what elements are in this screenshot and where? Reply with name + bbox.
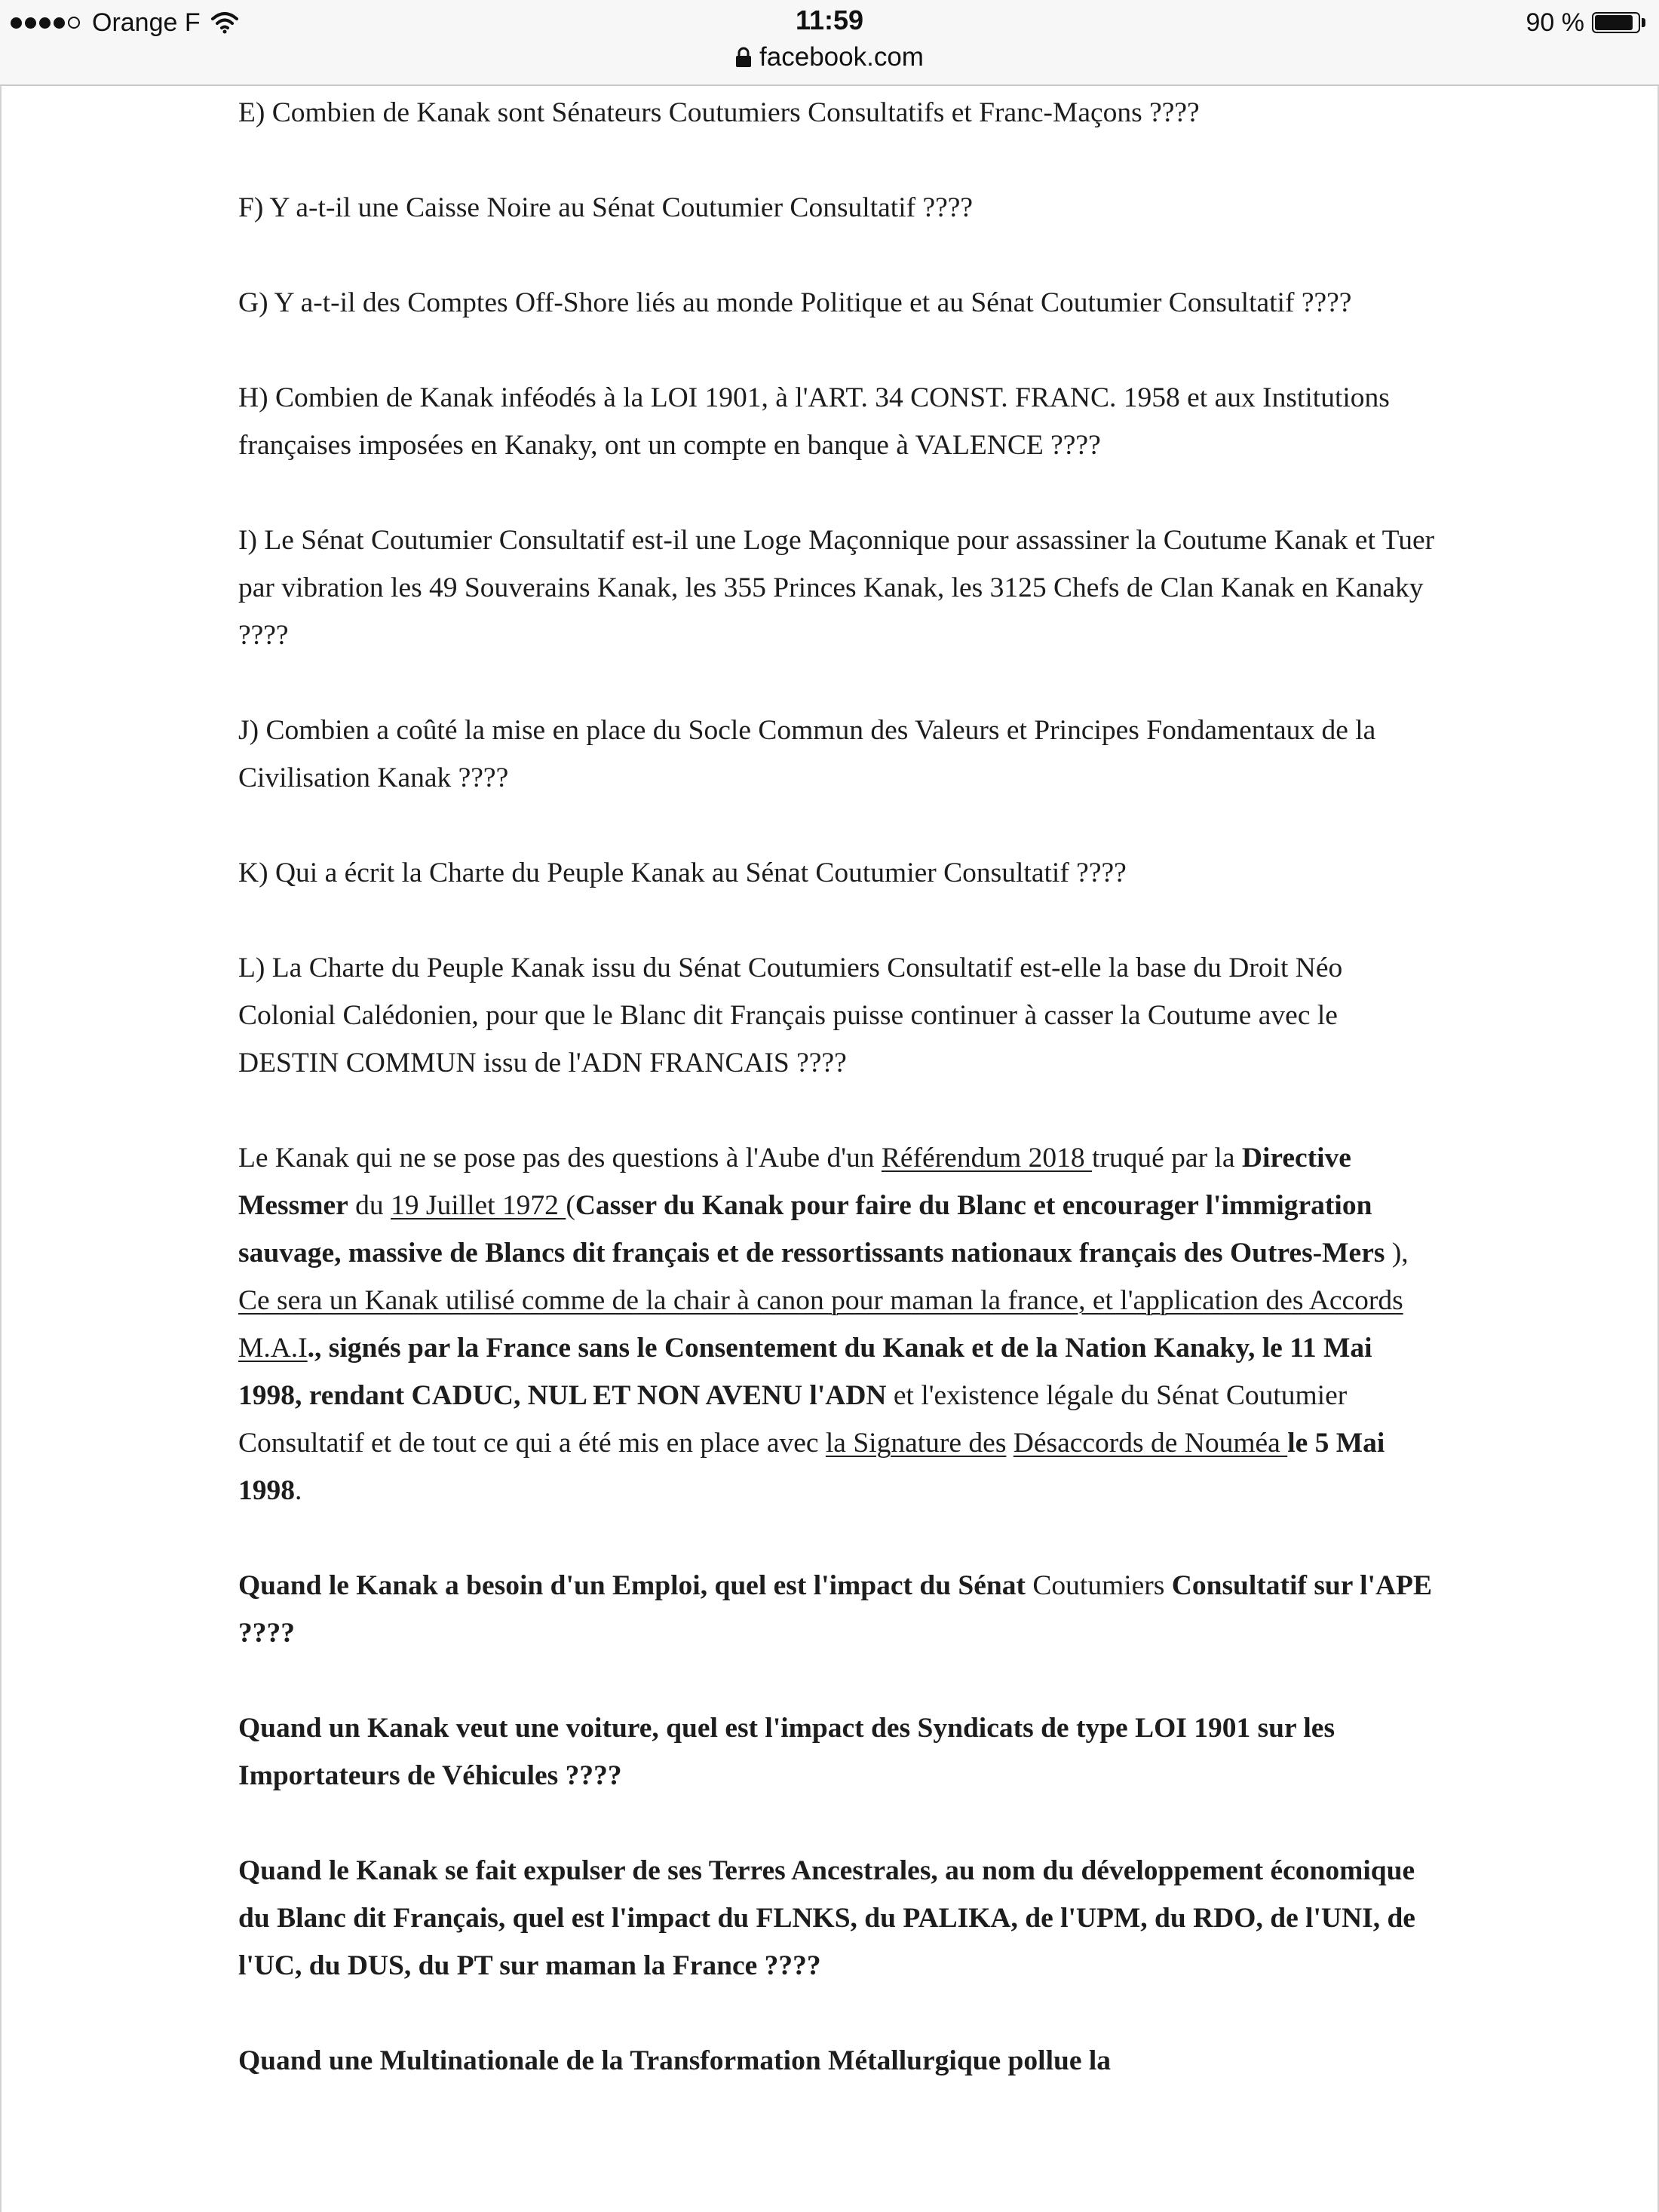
question-l: L) La Charte du Peuple Kanak issu du Sénat Coutumiers Consultatif est-elle la base du Droit Néo Colonial Calédonien, pour que le Blanc dit Français puisse continuer à casser la Coutume avec le DESTIN COMMUN issu de l'ADN FRANCAIS ????: [238, 953, 1343, 1078]
paragraph-multinationale: Quand une Multinationale de la Transformation Métallurgique pollue la: [238, 2045, 1112, 2076]
carrier-name: Orange F: [92, 8, 201, 37]
question-i: I) Le Sénat Coutumier Consultatif est-il une Loge Maçonnique pour assassiner la Coutume Kanak et Tuer par vibration les 49 Souverains Kanak, les 355 Princes Kanak, les 3125 Chefs de Clan Kanak en Kanaky ????: [238, 525, 1435, 651]
paragraph-emploi: Quand le Kanak a besoin d'un Emploi, quel est l'impact du Sénat Coutumiers Consultatif sur l'APE ????: [238, 1570, 1432, 1649]
status-time: 11:59: [795, 5, 864, 35]
question-f: F) Y a-t-il une Caisse Noire au Sénat Coutumier Consultatif ????: [238, 192, 974, 223]
link-signature-des[interactable]: la Signature des: [825, 1428, 1007, 1459]
address-bar[interactable]: [0, 42, 1659, 72]
question-j: J) Combien a coûté la mise en place du Socle Commun des Valeurs et Principes Fondamentaux de la Civilisation Kanak ????: [238, 715, 1376, 793]
url-text[interactable]: facebook.com: [759, 42, 924, 72]
battery-percent: 90 %: [1526, 8, 1584, 37]
main-paragraph: Le Kanak qui ne se pose pas des questions à l'Aube d'un Référendum 2018 truqué par la Directive Messmer du 19 Juillet 1972 (Casser du Kanak pour faire du Blanc et encourager l'immigration sauvage, massive de Blancs dit français et de ressortissants nationaux français des Outres-Mers ), Ce sera un Kanak utilisé comme de la chair à canon pour maman la france, et l'application des Accords M.A.I., signés par la France sans le Consentement du Kanak et de la Nation Kanaky, le 11 Mai 1998, rendant CADUC, NUL ET NON AVENU l'ADN et l'existence légale du Sénat Coutumier Consultatif et de tout ce qui a été mis en place avec la Signature des Désaccords de Nouméa le 5 Mai 1998.: [238, 1143, 1409, 1506]
question-k: K) Qui a écrit la Charte du Peuple Kanak au Sénat Coutumier Consultatif ????: [238, 857, 1127, 888]
battery-icon: [1592, 12, 1640, 33]
question-h: H) Combien de Kanak inféodés à la LOI 1901, à l'ART. 34 CONST. FRANC. 1958 et aux Institutions françaises imposées en Kanaky, ont un compte en banque à VALENCE ????: [238, 382, 1390, 461]
web-page[interactable]: [0, 86, 1659, 2212]
question-e: E) Combien de Kanak sont Sénateurs Coutumiers Consultatifs et Franc-Maçons ????: [238, 97, 1200, 128]
article-body: [238, 86, 1437, 2085]
paragraph-voiture: Quand un Kanak veut une voiture, quel est l'impact des Syndicats de type LOI 1901 sur les Importateurs de Véhicules ????: [238, 1713, 1335, 1791]
paragraph-terres: Quand le Kanak se fait expulser de ses Terres Ancestrales, au nom du développement économique du Blanc dit Français, quel est l'impact du FLNKS, du PALIKA, de l'UPM, du RDO, de l'UNI, de l'UC, du DUS, du PT sur maman la France ????: [238, 1855, 1415, 1981]
question-g: G) Y a-t-il des Comptes Off-Shore liés au monde Politique et au Sénat Coutumier Consultatif ????: [238, 287, 1352, 318]
lock-icon: [735, 47, 752, 68]
link-chair-a-canon[interactable]: Ce sera un Kanak utilisé comme de la chair à canon pour maman la france, et l'application des Accords M.A.I: [238, 1285, 1403, 1364]
link-desaccords-de-noumea[interactable]: Désaccords de Nouméa: [1013, 1428, 1288, 1459]
link-referendum-2018[interactable]: Référendum 2018: [881, 1143, 1092, 1173]
battery-indicator: [1526, 6, 1646, 39]
status-bar: [0, 0, 1659, 86]
link-19-juillet-1972[interactable]: 19 Juillet 1972: [391, 1190, 566, 1221]
